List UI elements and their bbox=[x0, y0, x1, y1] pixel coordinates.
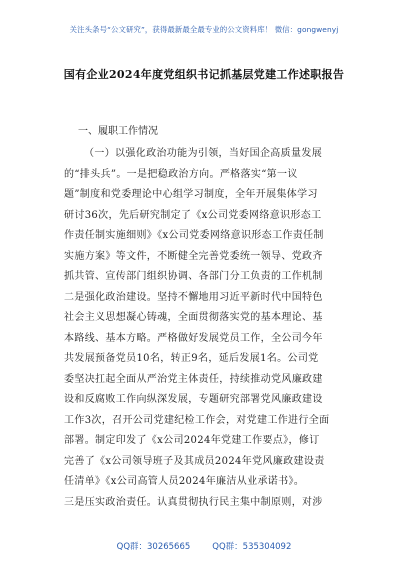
body-line: 三是压实政治责任。认真贯彻执行民主集中制原则，对涉 bbox=[64, 496, 323, 508]
body-line: 题”制度和党委理论中心组学习制度，全年开展集体学习 bbox=[64, 189, 318, 200]
body-line: 实施方案》等文件，不断健全完善党委统一领导、党政齐 bbox=[64, 250, 323, 262]
body-line: 设和反腐败工作向纵深发展，专题研究部署党风廉政建设 bbox=[64, 394, 323, 405]
body-line: 工作3次，召开公司党建纪检工作会，对党建工作进行全面 bbox=[64, 414, 330, 426]
body-text bbox=[64, 144, 354, 513]
body-line: （一）以强化政治功能为引领，当好国企高质量发展 bbox=[84, 148, 323, 159]
footer-qq-group-2: QQ群：535304092 bbox=[212, 542, 292, 552]
body-line: 共发展预备党员10名，转正9名，延后发展1名。公司党 bbox=[64, 353, 319, 364]
body-line: 抓共管、宣传部门组织协调、各部门分工负责的工作机制 bbox=[64, 271, 323, 282]
body-line: 完善了《x公司领导班子及其成员2024年党风廉政建设责 bbox=[64, 455, 325, 467]
footer-qq-group-1: QQ群：30265665 bbox=[116, 542, 191, 552]
footer bbox=[0, 540, 408, 552]
body-line: 研讨36次，先后研究制定了《x公司党委网络意识形态工 bbox=[64, 209, 322, 221]
document-title: 国有企业2024年度党组织书记抓基层党建工作述职报告 bbox=[63, 68, 345, 81]
body-line: 的“排头兵”。一是把稳政治方向。严格落实“第一议 bbox=[64, 168, 298, 180]
header-banner: 关注头条号“公文研究”，获得最新最全最专业的公文资料库！ 微信：gongwenyj bbox=[69, 25, 339, 34]
body-line: 社会主义思想凝心铸魂，全面贯彻落实党的基本理论、基 bbox=[64, 312, 323, 323]
body-line: 部署。制定印发了《x公司2024年党建工作要点》，修订 bbox=[64, 435, 320, 446]
body-line: 任清单》《x公司高管人员2024年廉洁从业承诺书》。 bbox=[64, 476, 305, 487]
body-line: 二是强化政治建设。坚持不懈地用习近平新时代中国特色 bbox=[64, 291, 323, 303]
section-heading: 一、履职工作情况 bbox=[78, 126, 158, 137]
body-line: 本路线、基本方略。严格做好发展党员工作，全公司今年 bbox=[64, 332, 323, 344]
body-line: 委坚决扛起全面从严治党主体责任，持续推动党风廉政建 bbox=[64, 373, 323, 385]
body-line: 作责任制实施细则》《x公司党委网络意识形态工作责任制 bbox=[64, 230, 324, 241]
